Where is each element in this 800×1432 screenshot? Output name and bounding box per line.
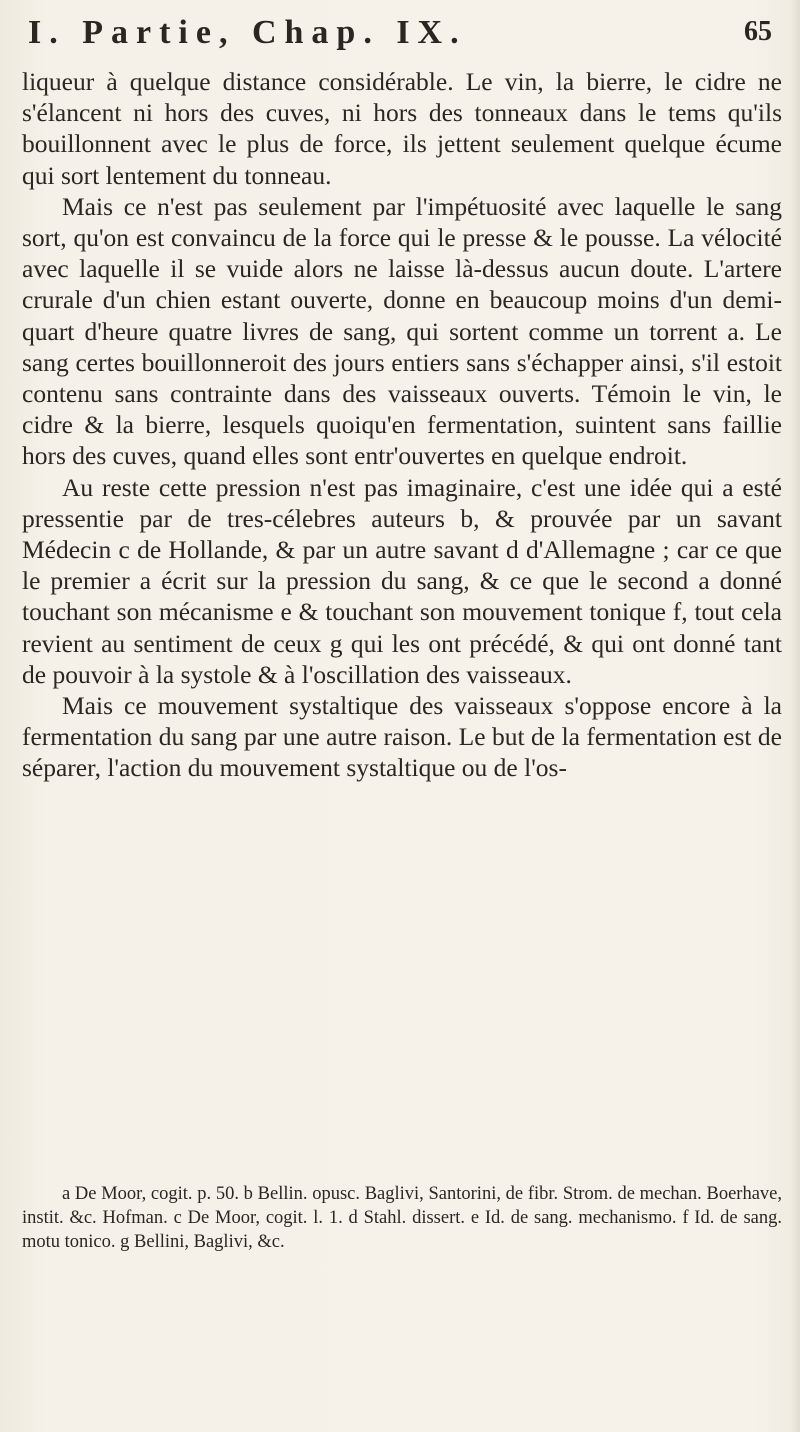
page-edge-shadow [790, 0, 800, 1432]
page-header [20, 8, 782, 68]
paragraph: Mais ce mouvement systaltique des vaisseaux s'oppose encore à la fermentation du sang par une autre raison. Le but de la fermentation est de séparer, l'action du mouvement systaltique ou de l'os- [22, 691, 782, 783]
footnote: a De Moor, cogit. p. 50. b Bellin. opusc. Baglivi, Santorini, de fibr. Strom. de mechan. Boerhave, instit. &c. Hofman. c De Moor, cogit. l. 1. d Stahl. dissert. e Id. de sang. mechanismo. f Id. de sang. motu tonico. g Bellini, Baglivi, &c. [22, 1184, 782, 1252]
body-text [22, 66, 782, 784]
paragraph: liqueur à quelque distance considérable. Le vin, la bierre, le cidre ne s'élancent ni hors des cuves, ni hors des tonneaux dans le tems qu'ils bouillonnent avec le plus de force, ils jettent seulement quelque écume qui sort lentement du tonneau. [22, 67, 782, 190]
paragraph: Mais ce n'est pas seulement par l'impétuosité avec laquelle le sang sort, qu'on est convaincu de la force qui le presse & le pousse. La vélocité avec laquelle il se vuide alors ne laisse là-dessus aucun doute. L'artere crurale d'un chien estant ouverte, donne en beaucoup moins d'un demi-quart d'heure quatre livres de sang, qui sortent comme un torrent a. Le sang certes bouillonneroit des jours entiers sans s'échapper ainsi, s'il estoit contenu sans contrainte dans des vaisseaux ouverts. Témoin le vin, le cidre & la bierre, lesquels quoiqu'en fermentation, suintent sans faillie hors des cuves, quand elles sont entr'ouvertes en quelque endroit. [22, 191, 782, 471]
paragraph: Au reste cette pression n'est pas imaginaire, c'est une idée qui a esté pressentie par de tres-célebres auteurs b, & prouvée par un savant Médecin c de Hollande, & par un autre savant d d'Allemagne ; car ce que le premier a écrit sur la pression du sang, & ce que le second a donné touchant son mécanisme e & touchant son mouvement tonique f, tout cela revient au sentiment de ceux g qui les ont précédé, & qui ont donné tant de pouvoir à la systole & à l'oscillation des vaisseaux. [22, 472, 782, 689]
page-number: 65 [744, 16, 772, 47]
running-head: I. Partie, Chap. IX. [28, 14, 467, 51]
footnotes [22, 1182, 782, 1254]
